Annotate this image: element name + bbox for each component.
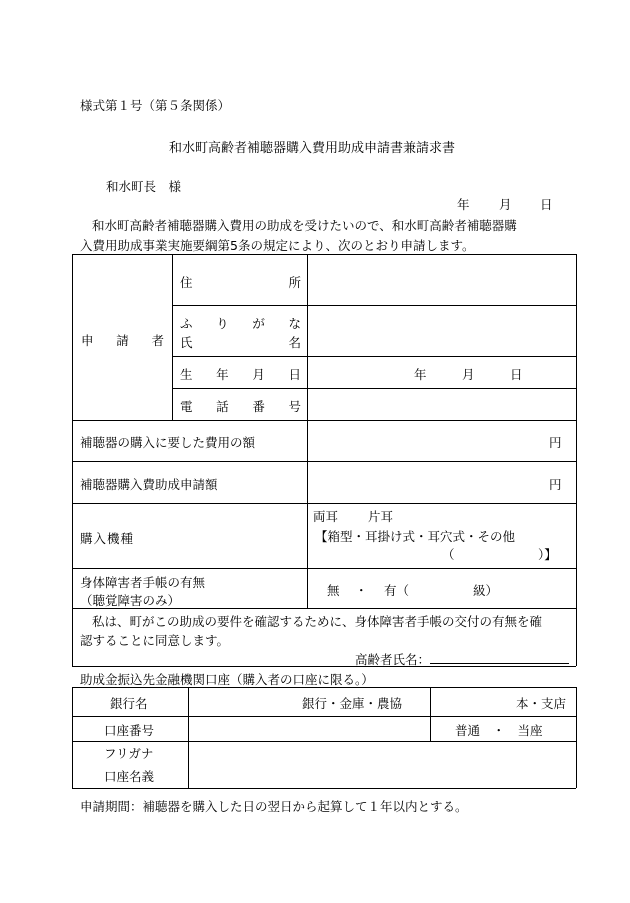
addressee: 和水町長 様 (106, 179, 182, 194)
disability-grade-field[interactable] (410, 582, 470, 598)
subsidy-amount-unit: 円 (549, 477, 562, 492)
disability-none-option[interactable]: 無 (327, 583, 340, 598)
model-other-field[interactable] (458, 546, 534, 562)
name-field[interactable] (309, 307, 575, 355)
address-label: 住 所 (180, 275, 301, 290)
disability-label-2: （聴覚障害のみ） (80, 593, 181, 608)
account-number-field[interactable] (190, 718, 428, 740)
bank-type-options[interactable]: 銀行・金庫・農協 (302, 696, 403, 711)
applicant-group-label: 申 請 者 (81, 333, 164, 348)
furigana-label: ふ り が な (180, 316, 301, 331)
subsidy-amount-label: 補聴器購入費助成申請額 (80, 477, 218, 492)
birth-day-unit: 日 (510, 367, 523, 382)
application-period-note: 申請期間：補聴器を購入した日の翌日から起算して１年以内とする。 (80, 799, 468, 814)
page-title: 和水町高齢者補聴器購入費用助成申請書兼請求書 (169, 141, 456, 156)
consent-line-2: 認することに同意します。 (80, 633, 230, 648)
branch-name-field[interactable] (432, 689, 512, 715)
name-label: 氏 名 (180, 335, 301, 350)
branch-type-options[interactable]: 本・支店 (516, 696, 567, 711)
model-type-options[interactable]: 【箱型・耳掛け式・耳穴式・その他 (315, 529, 516, 544)
date-day-unit: 日 (540, 197, 553, 212)
birth-date-label: 生 年 月 日 (180, 367, 301, 382)
model-other-open: （ (442, 547, 455, 562)
purchase-cost-field[interactable] (309, 422, 539, 460)
date-month-unit: 月 (499, 197, 512, 212)
bank-name-label: 銀行名 (110, 696, 148, 711)
form-number: 様式第１号（第５条関係） (80, 98, 231, 113)
signature-underline (430, 663, 569, 664)
phone-label: 電 話 番 号 (180, 399, 301, 414)
model-label: 購入機種 (80, 531, 135, 546)
date-year-unit: 年 (457, 197, 470, 212)
consent-line-1: 私は、町がこの助成の要件を確認するために、身体障害者手帳の交付の有無を確 (92, 614, 543, 629)
bank-heading: 助成金振込先金融機関口座（購入者の口座に限る。） (80, 672, 374, 687)
birth-month-unit: 月 (462, 367, 475, 382)
intro-line-1: 和水町高齢者補聴器購入費用の助成を受けたいので、和水町高齢者補聴器購 (92, 218, 517, 233)
disability-label-1: 身体障害者手帳の有無 (80, 575, 206, 590)
disability-grade-close: 級） (473, 583, 499, 598)
purchase-cost-label: 補聴器の購入に要した費用の額 (80, 435, 256, 450)
holder-furigana-label: フリガナ (104, 746, 154, 761)
model-other-close: ）】 (538, 547, 557, 562)
intro-line-2: 入費用助成事業実施要綱第5条の規定により、次のとおり申請します。 (80, 238, 475, 253)
account-holder-field[interactable] (190, 743, 575, 787)
purchase-cost-unit: 円 (549, 435, 562, 450)
account-holder-label: 口座名義 (104, 769, 155, 784)
signature-label: 高齢者氏名： (355, 652, 431, 667)
birth-year-unit: 年 (414, 367, 427, 382)
ears-both-option[interactable]: 両耳 (313, 509, 339, 524)
bank-name-field[interactable] (190, 689, 298, 715)
signature-field[interactable] (430, 648, 569, 662)
phone-field[interactable] (309, 390, 575, 419)
address-field[interactable] (309, 256, 575, 304)
disability-has-option[interactable]: 有（ (384, 583, 410, 598)
account-type-options[interactable]: 普通 ・ 当座 (455, 723, 543, 738)
subsidy-amount-field[interactable] (309, 463, 539, 502)
ears-one-option[interactable]: 片耳 (368, 509, 394, 524)
disability-separator: ・ (355, 583, 368, 598)
account-number-label: 口座番号 (104, 723, 155, 738)
